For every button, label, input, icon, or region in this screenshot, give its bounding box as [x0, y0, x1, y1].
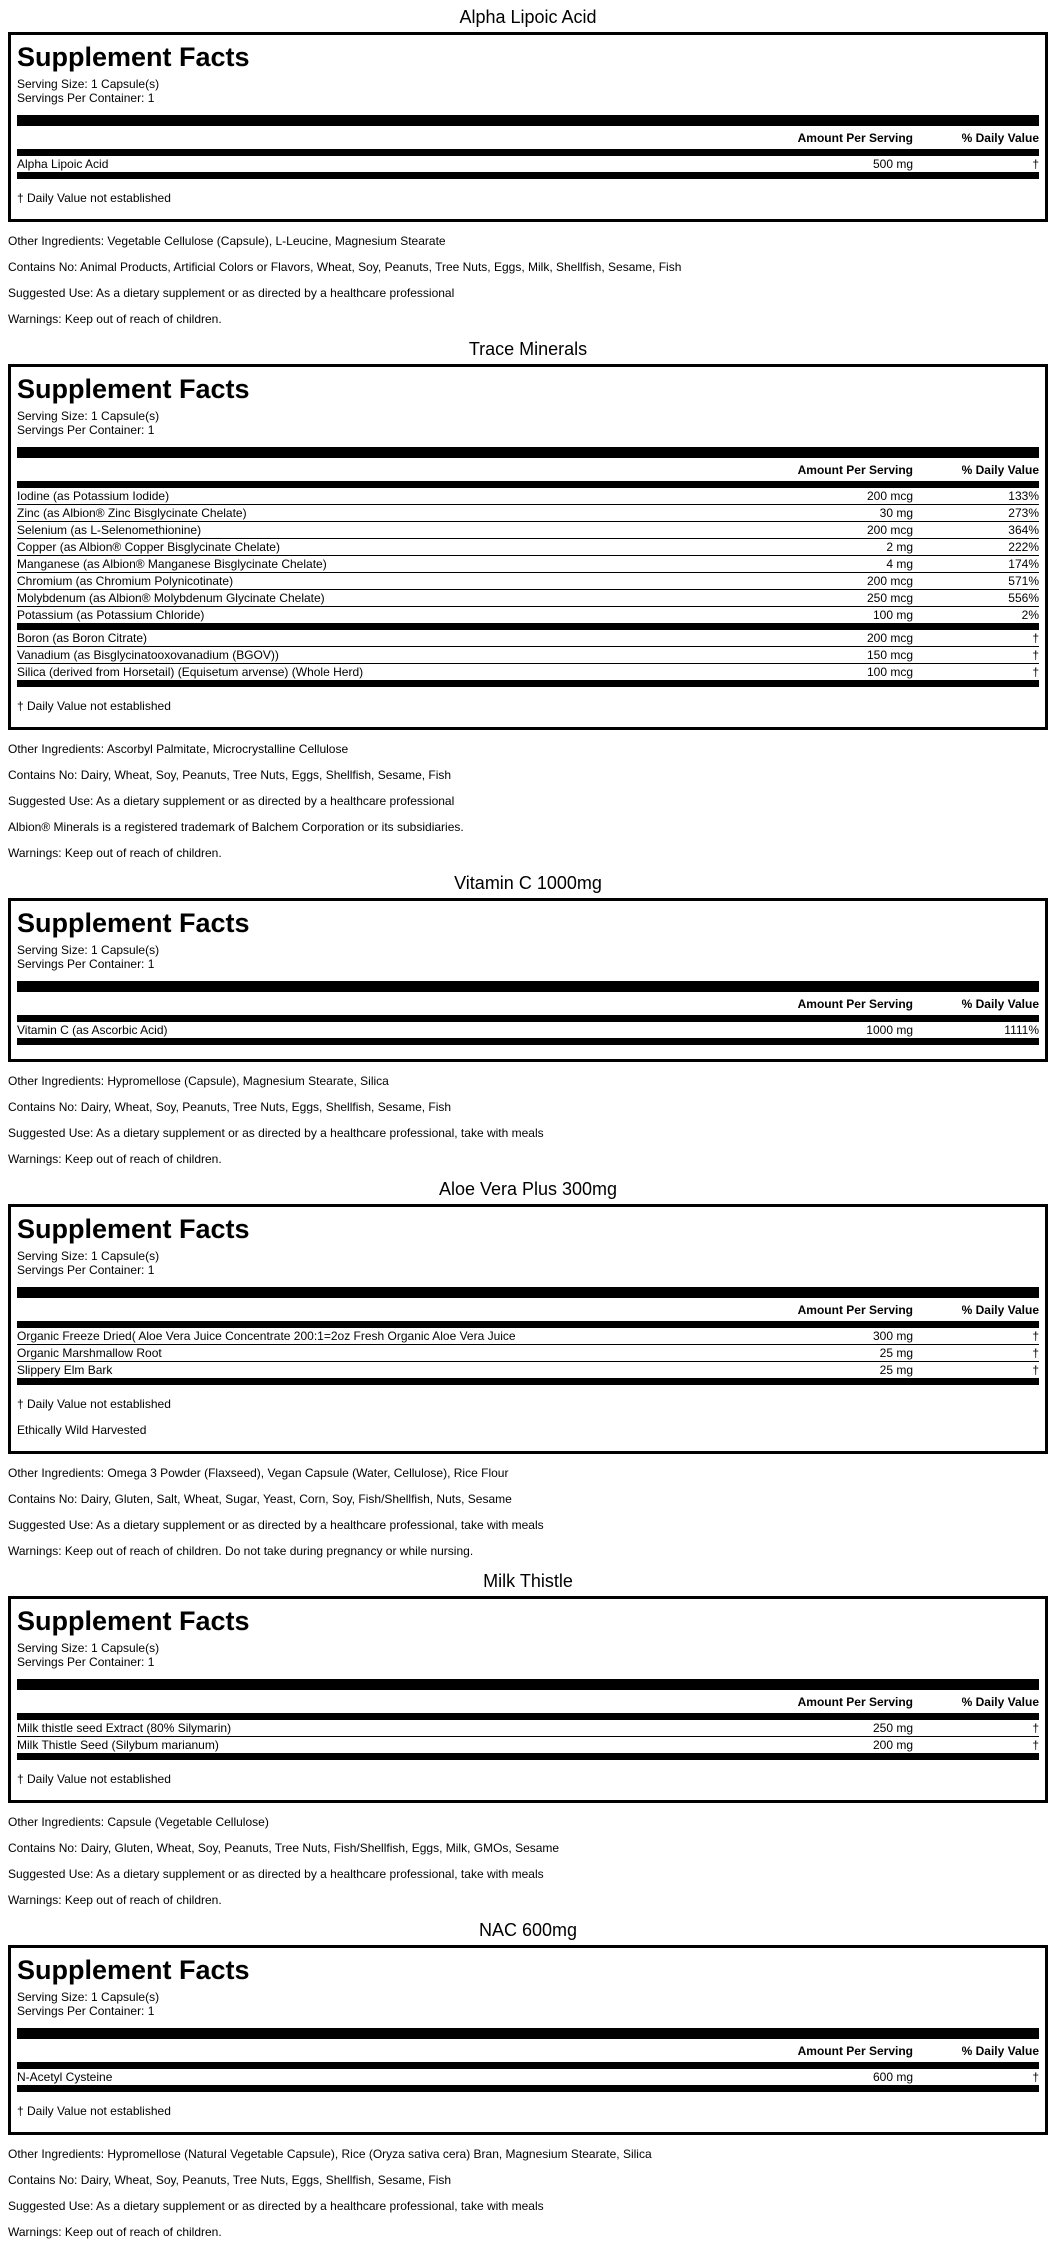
ingredient-row	[17, 573, 1039, 590]
supplement-facts-panel	[8, 32, 1048, 222]
ingredient-name: Organic Marshmallow Root	[17, 1346, 162, 1360]
supplement-facts-panel	[8, 1596, 1048, 1803]
ingredient-row	[17, 607, 1039, 623]
divider-bar	[17, 2085, 1039, 2092]
info-line: Suggested Use: As a dietary supplement or as directed by a healthcare professional, take with meals	[8, 1867, 544, 1881]
ingredient-amount: 30 mg	[879, 506, 913, 520]
ingredient-row	[17, 1720, 1039, 1737]
ingredient-daily-value: †	[1032, 1346, 1039, 1360]
product-info	[8, 222, 1048, 332]
ingredient-group	[17, 1022, 1039, 1038]
supplement-facts-panel	[8, 364, 1048, 730]
ingredient-row	[17, 2069, 1039, 2085]
servings-per-container: Servings Per Container: 1	[17, 1655, 155, 1669]
ingredient-name: Boron (as Boron Citrate)	[17, 631, 148, 645]
info-line: Other Ingredients: Omega 3 Powder (Flaxseed), Vegan Capsule (Water, Cellulose), Rice Flour	[8, 1466, 509, 1480]
info-line: Warnings: Keep out of reach of children.	[8, 1893, 222, 1907]
divider-bar	[17, 981, 1039, 992]
info-line: Contains No: Dairy, Wheat, Soy, Peanuts, Tree Nuts, Eggs, Shellfish, Sesame, Fish	[8, 768, 452, 782]
supplement-facts-panel	[8, 898, 1048, 1062]
amount-header: Amount Per Serving	[797, 2044, 913, 2058]
ingredient-group	[17, 488, 1039, 623]
ingredient-row	[17, 1345, 1039, 1362]
ingredient-name: Vanadium (as Bisglycinatooxovanadium (BGOV))	[17, 648, 279, 662]
ingredient-amount: 250 mcg	[866, 591, 913, 605]
ingredient-name: Copper (as Albion® Copper Bisglycinate Chelate)	[17, 540, 280, 554]
info-line: Other Ingredients: Ascorbyl Palmitate, Microcrystalline Cellulose	[8, 742, 349, 756]
ingredient-amount: 200 mcg	[866, 574, 913, 588]
ingredient-name: Molybdenum (as Albion® Molybdenum Glycinate Chelate)	[17, 591, 325, 605]
ingredient-amount: 1000 mg	[866, 1023, 913, 1037]
info-line: Suggested Use: As a dietary supplement or as directed by a healthcare professional, take with meals	[8, 2199, 544, 2213]
daily-value-header: % Daily Value	[961, 463, 1039, 477]
info-line: Albion® Minerals is a registered trademark of Balchem Corporation or its subsidiaries.	[8, 820, 464, 834]
info-line: Other Ingredients: Vegetable Cellulose (Capsule), L-Leucine, Magnesium Stearate	[8, 234, 446, 248]
ingredient-row	[17, 556, 1039, 573]
ingredient-row	[17, 488, 1039, 505]
amount-header: Amount Per Serving	[797, 1695, 913, 1709]
product-section	[8, 6, 1048, 332]
ingredient-group	[17, 2069, 1039, 2085]
product-info	[8, 1803, 1048, 1913]
serving-size: Serving Size: 1 Capsule(s)	[17, 409, 160, 423]
ingredient-group	[17, 630, 1039, 680]
facts-heading: Supplement Facts	[17, 908, 250, 938]
ingredient-amount: 200 mcg	[866, 631, 913, 645]
info-line: Warnings: Keep out of reach of children.	[8, 1152, 222, 1166]
ingredient-daily-value: †	[1032, 1721, 1039, 1735]
info-line: Contains No: Dairy, Gluten, Salt, Wheat, Sugar, Yeast, Corn, Soy, Fish/Shellfish, Nuts, Sesame	[8, 1492, 512, 1506]
ingredient-row	[17, 156, 1039, 172]
daily-value-footnote: † Daily Value not established	[17, 699, 171, 713]
product-title: Vitamin C 1000mg	[454, 873, 602, 893]
product-title: Alpha Lipoic Acid	[459, 7, 597, 27]
serving-size: Serving Size: 1 Capsule(s)	[17, 1249, 160, 1263]
ingredient-amount: 100 mcg	[866, 665, 913, 679]
daily-value-footnote: † Daily Value not established	[17, 191, 171, 205]
info-line: Other Ingredients: Capsule (Vegetable Cellulose)	[8, 1815, 269, 1829]
divider-bar	[17, 115, 1039, 126]
ingredient-name: Silica (derived from Horsetail) (Equisetum arvense) (Whole Herd)	[17, 665, 364, 679]
divider-bar	[17, 2028, 1039, 2039]
amount-header: Amount Per Serving	[797, 997, 913, 1011]
facts-heading: Supplement Facts	[17, 1606, 250, 1636]
info-line: Contains No: Animal Products, Artificial Colors or Flavors, Wheat, Soy, Peanuts, Tree Nuts, Eggs, Milk, Shellfish, Sesame, Fish	[8, 260, 682, 274]
ingredient-group	[17, 1720, 1039, 1753]
daily-value-footnote: † Daily Value not established	[17, 1397, 171, 1411]
ingredient-row	[17, 1362, 1039, 1378]
column-headers	[17, 1298, 1039, 1321]
ingredient-daily-value: 571%	[1008, 574, 1039, 588]
ingredient-daily-value: †	[1032, 1363, 1039, 1377]
ingredient-amount: 100 mg	[872, 608, 913, 622]
ingredient-daily-value: †	[1032, 2070, 1039, 2084]
divider-bar	[17, 447, 1039, 458]
product-section	[8, 872, 1048, 1172]
ingredient-name: Chromium (as Chromium Polynicotinate)	[17, 574, 234, 588]
info-line: Warnings: Keep out of reach of children.	[8, 2225, 222, 2239]
info-line: Contains No: Dairy, Wheat, Soy, Peanuts, Tree Nuts, Eggs, Shellfish, Sesame, Fish	[8, 1100, 452, 1114]
ingredient-daily-value: †	[1032, 1738, 1039, 1752]
ingredient-row	[17, 522, 1039, 539]
ingredient-amount: 250 mg	[872, 1721, 913, 1735]
servings-per-container: Servings Per Container: 1	[17, 957, 155, 971]
divider-bar	[17, 481, 1039, 488]
ingredient-name: Organic Freeze Dried( Aloe Vera Juice Concentrate 200:1=2oz Fresh Organic Aloe Vera Juice	[17, 1329, 516, 1343]
supplement-facts-panel	[8, 1945, 1048, 2135]
product-title: Trace Minerals	[468, 339, 588, 359]
ingredient-row	[17, 1022, 1039, 1038]
info-line: Other Ingredients: Hypromellose (Natural Vegetable Capsule), Rice (Oryza sativa cera) Bran, Magnesium Stearate, Silica	[8, 2147, 652, 2161]
info-line: Warnings: Keep out of reach of children. Do not take during pregnancy or while nursing.	[8, 1544, 474, 1558]
ingredient-name: N-Acetyl Cysteine	[17, 2070, 113, 2084]
ingredient-name: Iodine (as Potassium Iodide)	[17, 489, 170, 503]
ingredient-name: Manganese (as Albion® Manganese Bisglycinate Chelate)	[17, 557, 327, 571]
ingredient-amount: 200 mcg	[866, 489, 913, 503]
servings-per-container: Servings Per Container: 1	[17, 91, 155, 105]
ingredient-amount: 300 mg	[872, 1329, 913, 1343]
divider-bar	[17, 623, 1039, 630]
facts-heading: Supplement Facts	[17, 42, 250, 72]
daily-value-header: % Daily Value	[961, 2044, 1039, 2058]
info-line: Warnings: Keep out of reach of children.	[8, 846, 222, 860]
divider-bar	[17, 1753, 1039, 1760]
ingredient-daily-value: 133%	[1008, 489, 1039, 503]
serving-size: Serving Size: 1 Capsule(s)	[17, 943, 160, 957]
ingredient-daily-value: †	[1032, 1329, 1039, 1343]
column-headers	[17, 1690, 1039, 1713]
daily-value-footnote: † Daily Value not established	[17, 1772, 171, 1786]
product-info	[8, 1062, 1048, 1172]
product-info	[8, 1454, 1048, 1564]
serving-size: Serving Size: 1 Capsule(s)	[17, 1641, 160, 1655]
daily-value-header: % Daily Value	[961, 1303, 1039, 1317]
ingredient-daily-value: 556%	[1008, 591, 1039, 605]
info-line: Suggested Use: As a dietary supplement or as directed by a healthcare professional	[8, 286, 455, 300]
divider-bar	[17, 1679, 1039, 1690]
amount-header: Amount Per Serving	[797, 1303, 913, 1317]
divider-bar	[17, 1038, 1039, 1045]
supplement-facts-panel	[8, 1204, 1048, 1454]
divider-bar	[17, 1287, 1039, 1298]
info-line: Contains No: Dairy, Gluten, Wheat, Soy, Peanuts, Tree Nuts, Fish/Shellfish, Eggs, Milk, GMOs, Sesame	[8, 1841, 560, 1855]
info-line: Warnings: Keep out of reach of children.	[8, 312, 222, 326]
ingredient-daily-value: †	[1032, 157, 1039, 171]
divider-bar	[17, 680, 1039, 687]
servings-per-container: Servings Per Container: 1	[17, 423, 155, 437]
amount-header: Amount Per Serving	[797, 463, 913, 477]
divider-bar	[17, 149, 1039, 156]
serving-size: Serving Size: 1 Capsule(s)	[17, 77, 160, 91]
amount-header: Amount Per Serving	[797, 131, 913, 145]
ingredient-daily-value: †	[1032, 665, 1039, 679]
product-section	[8, 1178, 1048, 1564]
column-headers	[17, 458, 1039, 481]
divider-bar	[17, 1378, 1039, 1385]
serving-size: Serving Size: 1 Capsule(s)	[17, 1990, 160, 2004]
ingredient-row	[17, 664, 1039, 680]
ingredient-group	[17, 1328, 1039, 1378]
ingredient-name: Milk thistle seed Extract (80% Silymarin)	[17, 1721, 232, 1735]
ingredient-name: Zinc (as Albion® Zinc Bisglycinate Chelate)	[17, 506, 247, 520]
column-headers	[17, 126, 1039, 149]
servings-per-container: Servings Per Container: 1	[17, 1263, 155, 1277]
ingredient-daily-value: †	[1032, 648, 1039, 662]
ingredient-daily-value: 364%	[1008, 523, 1039, 537]
daily-value-header: % Daily Value	[961, 997, 1039, 1011]
panel-note: Ethically Wild Harvested	[17, 1423, 147, 1437]
product-info	[8, 2135, 1048, 2245]
product-section	[8, 1570, 1048, 1913]
ingredient-daily-value: 2%	[1021, 608, 1039, 622]
daily-value-footnote: † Daily Value not established	[17, 2104, 171, 2118]
daily-value-header: % Daily Value	[961, 131, 1039, 145]
ingredient-group	[17, 156, 1039, 172]
facts-heading: Supplement Facts	[17, 374, 250, 404]
column-headers	[17, 992, 1039, 1015]
ingredient-row	[17, 647, 1039, 664]
divider-bar	[17, 1713, 1039, 1720]
ingredient-amount: 25 mg	[879, 1346, 913, 1360]
product-title: Milk Thistle	[483, 1571, 573, 1591]
ingredient-daily-value: 1111%	[1004, 1023, 1039, 1037]
info-line: Suggested Use: As a dietary supplement or as directed by a healthcare professional, take with meals	[8, 1518, 544, 1532]
ingredient-name: Selenium (as L-Selenomethionine)	[17, 523, 202, 537]
facts-heading: Supplement Facts	[17, 1955, 250, 1985]
divider-bar	[17, 1321, 1039, 1328]
ingredient-name: Alpha Lipoic Acid	[17, 157, 109, 171]
facts-heading: Supplement Facts	[17, 1214, 250, 1244]
ingredient-daily-value: †	[1032, 631, 1039, 645]
ingredient-amount: 2 mg	[886, 540, 913, 554]
divider-bar	[17, 172, 1039, 179]
ingredient-row	[17, 1737, 1039, 1753]
ingredient-amount: 200 mg	[872, 1738, 913, 1752]
ingredient-row	[17, 539, 1039, 556]
product-section	[8, 1919, 1048, 2245]
servings-per-container: Servings Per Container: 1	[17, 2004, 155, 2018]
ingredient-amount: 4 mg	[886, 557, 913, 571]
divider-bar	[17, 2062, 1039, 2069]
ingredient-amount: 150 mcg	[866, 648, 913, 662]
ingredient-amount: 25 mg	[879, 1363, 913, 1377]
info-line: Suggested Use: As a dietary supplement or as directed by a healthcare professional	[8, 794, 455, 808]
ingredient-amount: 600 mg	[872, 2070, 913, 2084]
ingredient-row	[17, 630, 1039, 647]
ingredient-row	[17, 590, 1039, 607]
product-section	[8, 338, 1048, 866]
product-info	[8, 730, 1048, 866]
info-line: Suggested Use: As a dietary supplement or as directed by a healthcare professional, take with meals	[8, 1126, 544, 1140]
info-line: Other Ingredients: Hypromellose (Capsule), Magnesium Stearate, Silica	[8, 1074, 389, 1088]
product-list	[0, 6, 1056, 2245]
ingredient-name: Potassium (as Potassium Chloride)	[17, 608, 205, 622]
column-headers	[17, 2039, 1039, 2062]
ingredient-name: Vitamin C (as Ascorbic Acid)	[17, 1023, 168, 1037]
daily-value-header: % Daily Value	[961, 1695, 1039, 1709]
product-title: Aloe Vera Plus 300mg	[438, 1179, 618, 1199]
ingredient-daily-value: 174%	[1008, 557, 1039, 571]
ingredient-amount: 200 mcg	[866, 523, 913, 537]
info-line: Contains No: Dairy, Wheat, Soy, Peanuts, Tree Nuts, Eggs, Shellfish, Sesame, Fish	[8, 2173, 452, 2187]
product-title: NAC 600mg	[478, 1920, 578, 1940]
ingredient-row	[17, 505, 1039, 522]
ingredient-name: Slippery Elm Bark	[17, 1363, 113, 1377]
ingredient-row	[17, 1328, 1039, 1345]
divider-bar	[17, 1015, 1039, 1022]
ingredient-amount: 500 mg	[872, 157, 913, 171]
ingredient-daily-value: 273%	[1008, 506, 1039, 520]
ingredient-name: Milk Thistle Seed (Silybum marianum)	[17, 1738, 219, 1752]
ingredient-daily-value: 222%	[1008, 540, 1039, 554]
